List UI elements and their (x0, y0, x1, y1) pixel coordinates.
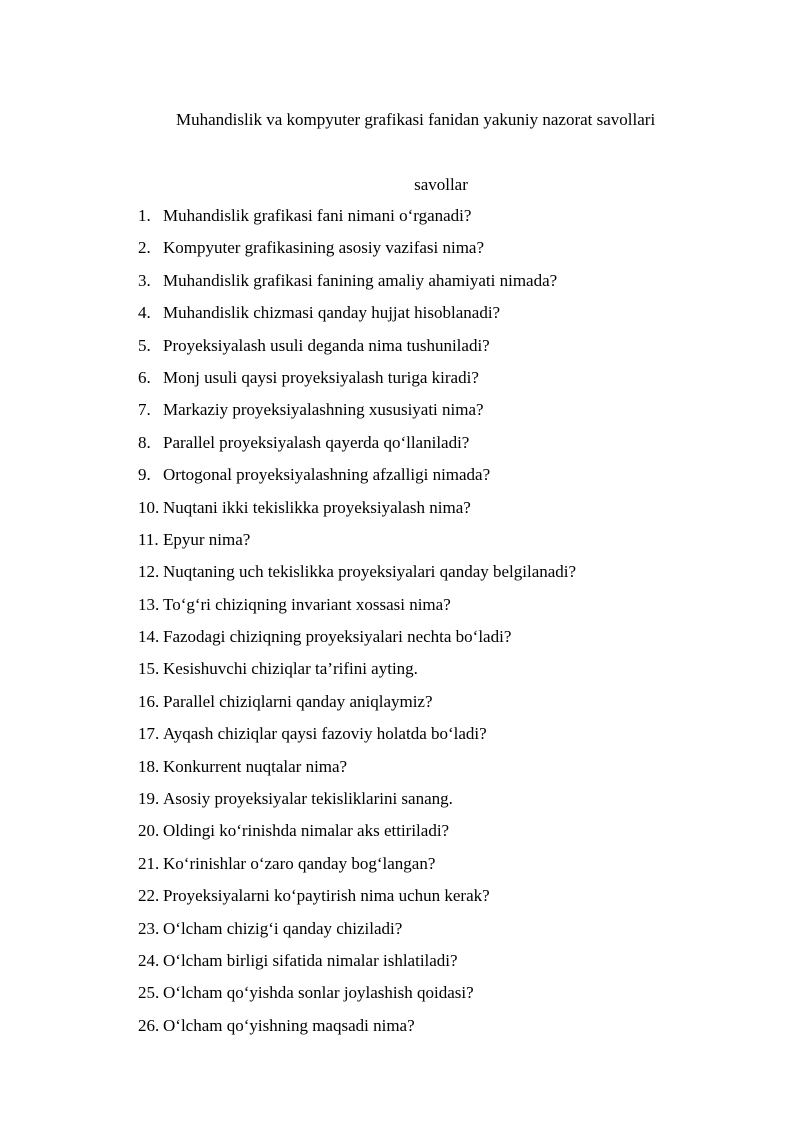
question-item (138, 756, 576, 788)
question-list (138, 205, 576, 1047)
question-number: 3. (138, 270, 151, 290)
question-text: O‘lcham chizig‘i qanday chiziladi? (163, 918, 403, 938)
question-item (138, 691, 576, 723)
question-number: 10. (138, 497, 160, 517)
question-text: Nuqtaning uch tekislikka proyeksiyalari qanday belgilanadi? (163, 562, 577, 582)
question-item (138, 950, 576, 982)
question-text: Proyeksiyalarni ko‘paytirish nima uchun kerak? (163, 886, 490, 906)
question-text: O‘lcham qo‘yishning maqsadi nima? (163, 1015, 415, 1035)
question-text: Muhandislik chizmasi qanday hujjat hisoblanadi? (163, 303, 501, 323)
question-item (138, 723, 576, 755)
question-number: 24. (138, 950, 160, 970)
question-text: Kesishuvchi chiziqlar ta’rifini ayting. (163, 659, 418, 679)
question-number: 21. (138, 853, 160, 873)
question-number: 23. (138, 918, 160, 938)
document-subtitle: savollar (414, 175, 468, 194)
question-item (138, 302, 576, 334)
question-text: Monj usuli qaysi proyeksiyalash turiga kiradi? (163, 367, 479, 387)
question-item (138, 529, 576, 561)
question-text: Asosiy proyeksiyalar tekisliklarini sanang. (163, 789, 453, 809)
question-item (138, 788, 576, 820)
question-text: Ayqash chiziqlar qaysi fazoviy holatda bo‘ladi? (163, 724, 487, 744)
question-text: To‘g‘ri chiziqning invariant xossasi nima? (163, 594, 451, 614)
question-text: Fazodagi chiziqning proyeksiyalari nechta bo‘ladi? (163, 627, 512, 647)
question-item (138, 399, 576, 431)
question-number: 13. (138, 594, 160, 614)
question-item (138, 918, 576, 950)
question-number: 11. (138, 529, 159, 549)
question-text: Nuqtani ikki tekislikka proyeksiyalash nima? (163, 497, 471, 517)
question-number: 17. (138, 724, 160, 744)
question-number: 2. (138, 238, 151, 258)
question-number: 19. (138, 789, 160, 809)
question-text: Parallel chiziqlarni qanday aniqlaymiz? (163, 691, 433, 711)
question-item (138, 626, 576, 658)
question-number: 12. (138, 562, 160, 582)
document-title: Muhandislik va kompyuter grafikasi fanidan yakuniy nazorat savollari (176, 110, 656, 129)
question-item (138, 594, 576, 626)
question-item (138, 432, 576, 464)
question-item (138, 885, 576, 917)
question-item (138, 497, 576, 529)
question-number: 1. (138, 206, 151, 225)
question-number: 5. (138, 335, 151, 355)
question-text: Muhandislik grafikasi fani nimani o‘rganadi? (163, 206, 472, 225)
question-text: O‘lcham qo‘yishda sonlar joylashish qoidasi? (163, 983, 474, 1003)
question-item (138, 1015, 576, 1047)
question-item (138, 561, 576, 593)
question-text: Konkurrent nuqtalar nima? (163, 756, 348, 776)
question-number: 8. (138, 432, 151, 452)
question-number: 16. (138, 691, 160, 711)
question-number: 15. (138, 659, 160, 679)
question-number: 26. (138, 1015, 160, 1035)
question-item (138, 658, 576, 690)
question-text: Proyeksiyalash usuli deganda nima tushuniladi? (163, 335, 490, 355)
question-number: 7. (138, 400, 151, 420)
question-number: 14. (138, 627, 160, 647)
question-item (138, 270, 576, 302)
question-number: 18. (138, 756, 160, 776)
question-text: Muhandislik grafikasi fanining amaliy ahamiyati nimada? (163, 270, 558, 290)
question-number: 20. (138, 821, 160, 841)
question-text: Kompyuter grafikasining asosiy vazifasi nima? (163, 238, 485, 258)
question-number: 9. (138, 465, 151, 485)
question-text: Parallel proyeksiyalash qayerda qo‘llaniladi? (163, 432, 470, 452)
question-number: 25. (138, 983, 160, 1003)
question-item (138, 237, 576, 269)
question-text: O‘lcham birligi sifatida nimalar ishlatiladi? (163, 950, 458, 970)
question-item (138, 853, 576, 885)
question-text: Oldingi ko‘rinishda nimalar aks ettiriladi? (163, 821, 450, 841)
question-text: Epyur nima? (163, 529, 251, 549)
question-item (138, 335, 576, 367)
question-item (138, 464, 576, 496)
question-item (138, 367, 576, 399)
question-text: Ko‘rinishlar o‘zaro qanday bog‘langan? (163, 853, 436, 873)
question-number: 22. (138, 886, 160, 906)
question-text: Ortogonal proyeksiyalashning afzalligi nimada? (163, 465, 491, 485)
question-item (138, 820, 576, 852)
question-item (138, 205, 576, 237)
question-number: 6. (138, 367, 151, 387)
question-text: Markaziy proyeksiyalashning xususiyati nima? (163, 400, 484, 420)
question-number: 4. (138, 303, 151, 323)
question-item (138, 982, 576, 1014)
